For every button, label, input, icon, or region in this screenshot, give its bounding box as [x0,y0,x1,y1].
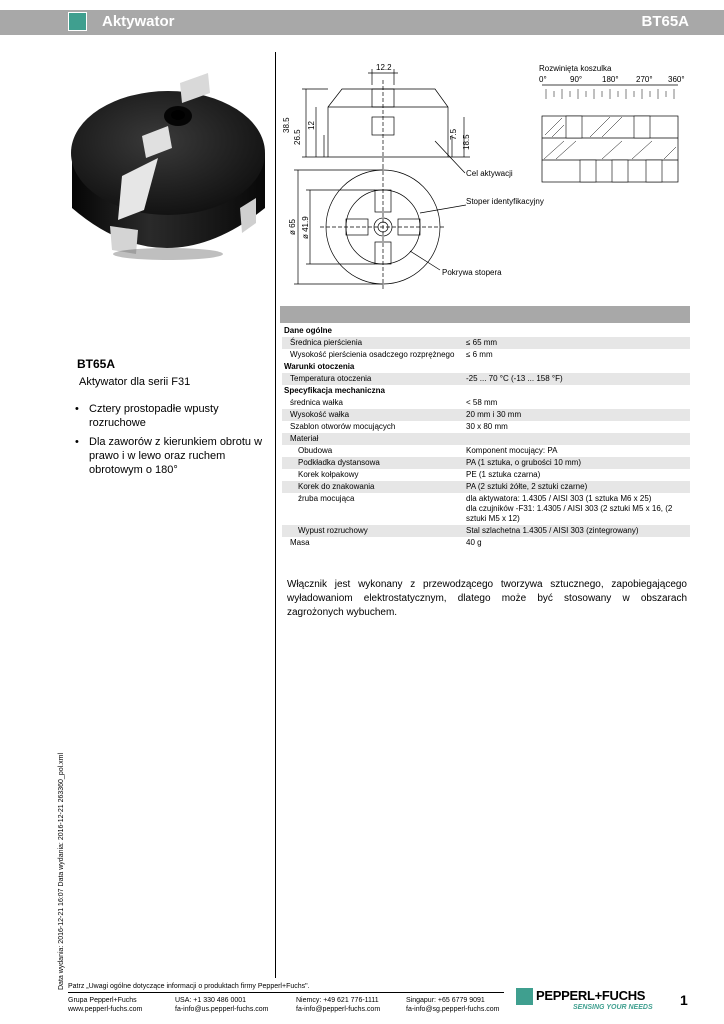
spec-row [282,373,690,385]
sleeve-degree-270: 270° [636,75,653,84]
footer-usa-email[interactable]: fa-info@us.pepperl-fuchs.com [175,1006,269,1013]
spec-value: PE (1 sztuka czarna) [466,470,541,479]
spec-row [282,433,690,445]
spec-value: PA (1 sztuka, o grubości 10 mm) [464,457,690,469]
label-activation-target: Cel aktywacji [466,169,513,178]
feature-list [75,402,265,482]
spec-row [282,397,690,409]
footer-germany-email[interactable]: fa-info@pepperl-fuchs.com [296,1006,381,1013]
spec-table [282,325,690,549]
spec-label: źruba mocująca [298,494,355,503]
spec-value: ≤ 65 mm [464,337,690,349]
label-id-stopper: Stoper identyfikacyjny [466,197,544,206]
spec-row [282,537,690,549]
spec-label: średnica wałka [290,398,343,407]
sleeve-degree-180: 180° [602,75,619,84]
header-title: Aktywator [102,13,175,30]
footer-divider [68,992,504,993]
spec-value: dla aktywatora: 1.4305 / AISI 303 (1 sztuka M6 x 25) dla czujników -F31: 1.4305 / AISI 303 (2 sztuki M5 x 16, (2 sztuki M5 x 12) [466,494,673,523]
spec-label: Wysokość pierścienia osadczego rozprężnego [290,350,455,359]
spec-row [282,421,690,433]
spec-section-label: Specyfikacja mechaniczna [282,385,690,397]
dim-right-2: 18.5 [462,134,471,150]
product-title: BT65A [77,357,116,371]
dim-left-1: 38.5 [282,117,291,133]
footer-singapore-phone: Singapur: +65 6779 9091 [406,997,485,1004]
issue-date-vertical: Data wydania: 2016-12-21 16:07 Data wydania: 2016-12-21 263360_pol.xml [58,753,65,990]
spec-value: 20 mm i 30 mm [464,409,690,421]
brand-square-icon [68,12,87,31]
footer-usa [175,996,268,1014]
footer-group-web[interactable]: www.pepperl-fuchs.com [68,1006,143,1013]
spec-section-row [282,325,690,337]
spec-label: Korek do znakowania [282,481,464,493]
spec-header-bar [280,306,690,323]
spec-section-row [282,361,690,373]
footer-singapore-email[interactable]: fa-info@sg.pepperl-fuchs.com [406,1006,500,1013]
spec-label: Podkładka dystansowa [282,457,464,469]
spec-section-label: Dane ogólne [282,325,690,337]
logo-slogan: SENSING YOUR NEEDS [573,1004,653,1011]
dim-left-2: 26.5 [293,129,302,145]
spec-value: 40 g [466,538,482,547]
footer-germany-phone: Niemcy: +49 621 776-1111 [296,997,379,1004]
spec-value: < 58 mm [466,398,498,407]
dim-left-3: 12 [307,121,316,130]
spec-row [282,445,690,457]
product-photo [60,58,270,278]
technical-drawing [280,55,690,290]
spec-row [282,493,690,525]
product-subtitle: Aktywator dla serii F31 [79,376,191,388]
column-divider [275,52,276,978]
logo-name: PEPPERL+FUCHS [536,988,646,1003]
spec-label: Średnica pierścienia [282,337,464,349]
header-bar [0,10,724,35]
spec-value: 30 x 80 mm [466,422,508,431]
footer-singapore [406,996,499,1014]
spec-row [282,457,690,469]
spec-value [464,433,690,445]
dim-diameter-outer: ø 65 [288,218,297,235]
spec-row [282,481,690,493]
sleeve-degree-0: 0° [539,75,547,84]
spec-section-label: Warunki otoczenia [282,361,690,373]
spec-value: Komponent mocujący: PA [466,446,558,455]
spec-row [282,525,690,537]
feature-item: • Dla zaworów z kierunkiem obrotu w prawo i w lewo oraz ruchem obrotowym o 180° [75,435,265,477]
sleeve-degree-90: 90° [570,75,583,84]
dim-right-1: 7.5 [449,128,458,140]
spec-row [282,337,690,349]
spec-label: Korek kołpakowy [298,470,359,479]
spec-row [282,469,690,481]
spec-label: Temperatura otoczenia [282,373,464,385]
spec-label: Szablon otworów mocujących [290,422,396,431]
page-number: 1 [680,992,688,1008]
dim-top: 12.2 [376,63,392,72]
spec-label: Obudowa [298,446,333,455]
footer-note: Patrz „Uwagi ogólne dotyczące informacji o produktach firmy Pepperl+Fuchs". [68,983,310,990]
spec-row [282,349,690,361]
footer-group [68,996,142,1014]
footer-group-name: Grupa Pepperl+Fuchs [68,997,137,1004]
footer-germany [296,996,380,1014]
spec-label: Wysokość wałka [282,409,464,421]
spec-label: Materiał [282,433,464,445]
header-product-code: BT65A [641,13,689,30]
label-stopper-cover: Pokrywa stopera [442,268,502,277]
spec-label: Masa [290,538,310,547]
spec-value: PA (2 sztuki żółte, 2 sztuki czarne) [464,481,690,493]
spec-row [282,409,690,421]
sleeve-title: Rozwinięta koszulka [539,64,612,73]
spec-label: Wypust rozruchowy [282,525,464,537]
description-text: Włącznik jest wykonany z przewodzącego tworzywa sztucznego, zapobiegającego wyładowaniom elektrostatycznym, dlatego może być stosowany w obszarach zagrożonych wybuchem. [287,579,687,618]
spec-value: ≤ 6 mm [466,350,493,359]
spec-section-row [282,385,690,397]
spec-value: Stal szlachetna 1.4305 / AISI 303 (zintegrowany) [464,525,690,537]
dim-diameter-inner: ø 41.9 [301,216,310,239]
logo-mark-icon [516,988,533,1005]
spec-value: -25 ... 70 °C (-13 ... 158 °F) [464,373,690,385]
footer-usa-phone: USA: +1 330 486 0001 [175,997,247,1004]
sleeve-degree-360: 360° [668,75,685,84]
feature-item: • Cztery prostopadłe wpusty rozruchowe [75,402,265,430]
